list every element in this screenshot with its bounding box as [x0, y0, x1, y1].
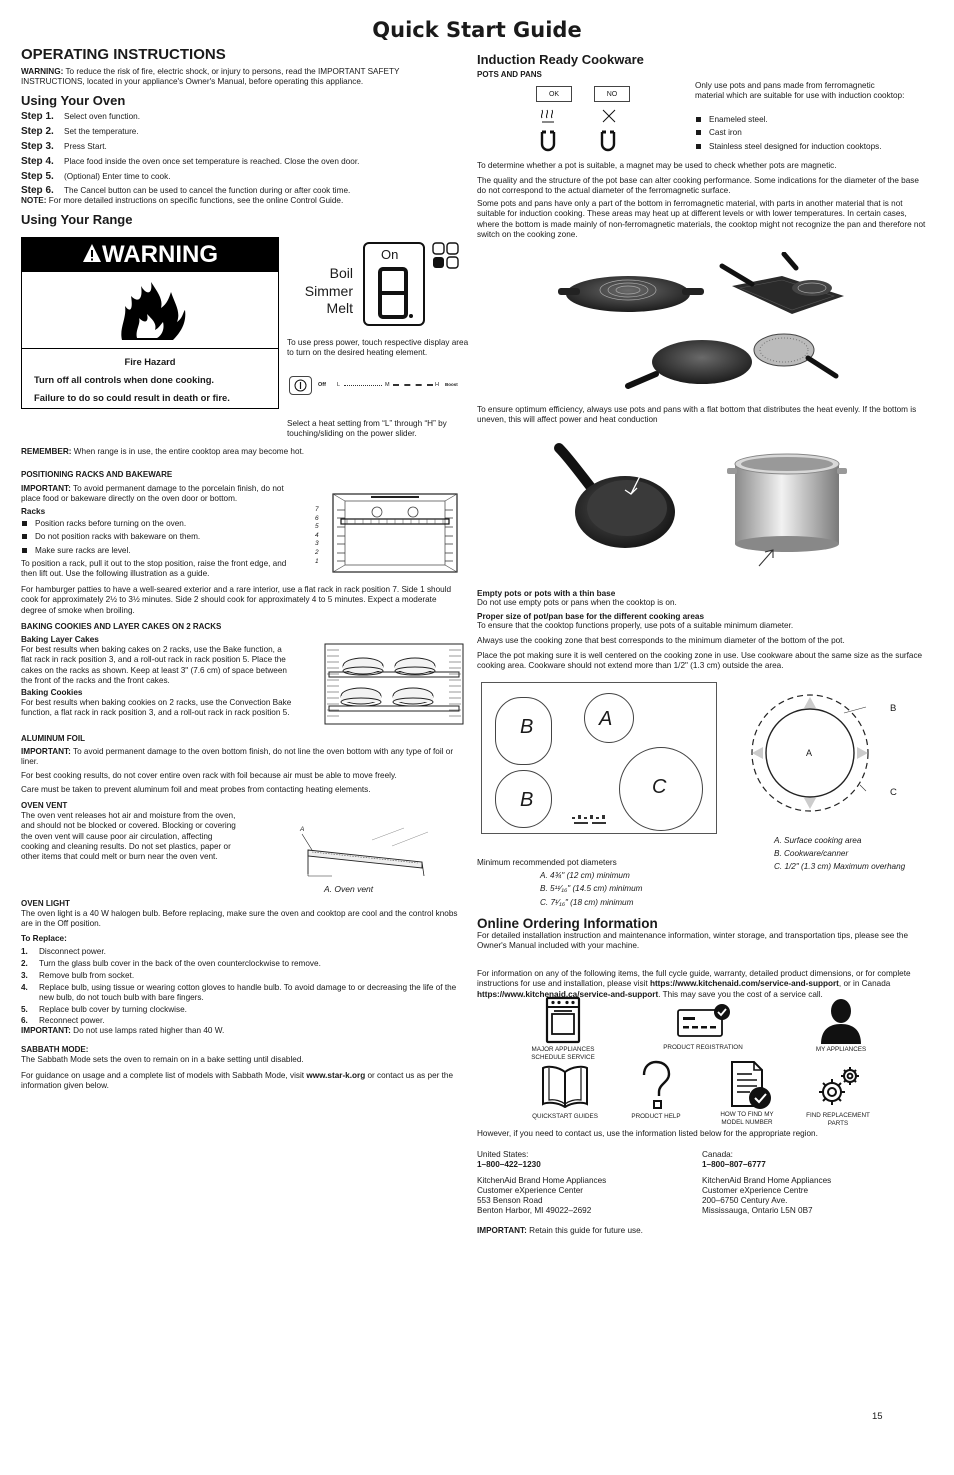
list-item: Position racks before turning on the oven. — [21, 519, 301, 529]
slider-off: Off — [318, 382, 326, 388]
step-label: Step 2. — [21, 125, 54, 137]
oven-steps — [21, 111, 461, 200]
warning-header — [22, 238, 278, 272]
power-caption: To use press power, touch respective display area to turn on the desired heating element. — [287, 338, 469, 358]
list-item: Do not position racks with bakeware on them. — [21, 532, 301, 542]
list-item: Cast iron — [695, 128, 925, 138]
fire-hazard-label: Fire Hazard — [124, 356, 176, 367]
list-item: 6. Reconnect power. — [21, 1016, 105, 1026]
power-slider[interactable] — [289, 376, 465, 395]
list-item: 3. Remove bulb from socket. — [21, 970, 135, 980]
baking-heading: BAKING COOKIES AND LAYER CAKES ON 2 RACKS — [21, 622, 222, 631]
hamburger-tip: For hamburger patties to have a well-seared exterior and a rare interior, use a flat rack in rack position 7. Side 1 should cook for approximately 2½ to 3½ minutes. Side 2 should cook for approximately 4 to 5 minutes. Expect a moderate degree of smoke when broiling. — [21, 585, 452, 615]
document-check-icon — [722, 1060, 772, 1110]
oven-step — [21, 126, 461, 139]
pot-size-text: To ensure that the cooktop functions properly, use pots of a suitable minimum diameter. — [477, 621, 794, 630]
replace-subhead: To Replace: — [21, 934, 67, 943]
pots-pans-subhead: POTS AND PANS — [477, 70, 542, 79]
warning-line-1: Turn off all controls when done cooking. — [34, 374, 215, 385]
card-check-icon — [674, 1004, 732, 1038]
bulb-replace-steps — [21, 947, 461, 1028]
racks-important: IMPORTANT: To avoid permanent damage to the porcelain finish, do not place food or bakeware directly on the oven door or bottom. — [21, 484, 284, 504]
cooktop-zones-diagram — [481, 682, 717, 834]
operating-heading: OPERATING INSTRUCTIONS — [21, 46, 226, 63]
cakes-subhead: Baking Layer Cakes — [21, 635, 99, 644]
us-phone[interactable]: 1–800–422–1230 — [477, 1160, 541, 1170]
zone-b-top-label: B — [520, 716, 534, 738]
zone-c-label: C — [652, 776, 667, 798]
vent-drawing-icon — [272, 802, 434, 878]
page-number: 15 — [872, 1411, 883, 1422]
display-window — [363, 242, 425, 326]
cakes-on-racks-illustration — [323, 640, 465, 726]
cookies-text: For best results when baking cookies on 2 racks, use the Convection Bake function, a flat rack in rack position 3, and a roll-out rack in rack position 5. — [21, 698, 292, 718]
page-title: Quick Start Guide — [372, 18, 582, 42]
vent-text: The oven vent releases hot air and moisture from the oven, and should not be blocked or covered. Blocking or covering the oven vent will cause poor air circulation, affecting cooking and cleaning results. Do not set plastics, paper or other items that could melt or burn near the oven vent. — [21, 811, 236, 861]
cookware-photo — [552, 252, 852, 400]
display-labels — [304, 265, 353, 318]
zone-b-bottom-label: B — [520, 789, 534, 811]
warning-triangle-icon — [82, 243, 102, 263]
slider-m: M — [385, 382, 390, 388]
step-label: Step 3. — [21, 140, 54, 152]
person-icon — [817, 996, 865, 1044]
overhang-legend: A. Surface cooking area B. Cookware/canner C. 1/2" (1.3 cm) Maximum overhang — [774, 836, 906, 871]
oven-step — [21, 141, 461, 154]
oven-icon — [543, 996, 583, 1044]
racks-heading: POSITIONING RACKS AND BAKEWARE — [21, 470, 173, 479]
cakes-text: For best results when baking cakes on 2 racks, use the Bake function, a flat rack in rack position 3, and a roll-out rack in rack position 5. Place the cakes on the racks as shown. Keep at least 3" (7.6 cm) of space between the front of the racks and the front cakes. — [21, 645, 287, 685]
min-diameters-head: Minimum recommended pot diameters — [477, 858, 617, 867]
using-oven-heading: Using Your Oven — [21, 93, 126, 108]
magnet-check: To determine whether a pot is suitable, a magnet may be used to check whether pots are magnetic. — [477, 161, 837, 170]
power-icon — [290, 377, 311, 394]
product-help-tile[interactable]: PRODUCT HELP — [626, 1060, 686, 1121]
warning-title: WARNING — [102, 241, 218, 268]
on-label: On — [381, 247, 399, 262]
step-text: The Cancel button can be used to cancel the function during or after cook time. — [64, 186, 351, 196]
online-p1: For detailed installation instruction and maintenance information, winter storage, and transportation tips, please see the Owner's Manual included with your machine. — [477, 931, 909, 951]
list-item: Stainless steel designed for induction cooktops. — [695, 142, 925, 152]
online-p2: For information on any of the following items, the full cycle guide, warranty, detailed product dimensions, or for complete instructions for use and installation, please visit https://www.kitchenaid.com/service-and-support, or in Canada https://www.kitchenaid.ca/service-and-support. This may save you the cost of a service call. — [477, 969, 911, 999]
foil-important: IMPORTANT: To avoid permanent damage to the oven bottom finish, do not line the oven bottom with any type of foil or liner. — [21, 747, 454, 767]
list-item: 4. Replace bulb, using tissue or wearing cotton gloves to handle bulb. To avoid damage to or decreasing the life of the new bulb, do not touch bulb with bare fingers. — [21, 982, 457, 1002]
rack-position-numbers: 7 6 5 4 3 2 1 — [315, 506, 319, 565]
cooktop-display — [290, 240, 468, 330]
cookies-subhead: Baking Cookies — [21, 688, 83, 697]
no-label: NO — [594, 86, 630, 102]
slider-l: L — [337, 382, 341, 388]
racks-instructions: To position a rack, pull it out to the stop position, raise the front edge, and then lift out. Use the following illustration as a guide. — [21, 559, 287, 579]
gears-icon — [813, 1064, 863, 1108]
product-registration-tile[interactable]: PRODUCT REGISTRATION — [656, 1004, 750, 1052]
digit-display-icon — [377, 266, 415, 322]
step-text: Place food inside the oven once set temperature is reached. Close the oven door. — [64, 156, 360, 166]
light-text: The oven light is a 40 W halogen bulb. Before replacing, make sure the oven and cooktop are cool and the control knobs are in the Off position. — [21, 909, 458, 929]
list-item: 5. Replace bulb cover by turning clockwise. — [21, 1004, 187, 1014]
schedule-service-tile[interactable]: MAJOR APPLIANCES SCHEDULE SERVICE — [528, 996, 598, 1062]
slider-caption: Select a heat setting from “L” through “H” by touching/sliding on the power slider. — [287, 419, 447, 439]
ca-support-link[interactable]: https://www.kitchenaid.ca/service-and-support — [477, 989, 659, 999]
question-icon — [638, 1060, 674, 1110]
step-label: Step 5. — [21, 170, 54, 182]
melt-label: Melt — [326, 300, 353, 316]
book-icon — [539, 1064, 591, 1108]
foil-p2: Care must be taken to prevent aluminum foil and meat probes from contacting heating elements. — [21, 785, 371, 794]
find-model-number-tile[interactable]: HOW TO FIND MY MODEL NUMBER — [710, 1060, 784, 1127]
burner-selector-icon[interactable] — [432, 242, 460, 270]
induction-heading: Induction Ready Cookware — [477, 52, 644, 67]
step-label: Step 1. — [21, 111, 54, 122]
list-item: Make sure racks are level. — [21, 546, 301, 556]
racks-bullets — [21, 519, 301, 559]
diagram-b-label: B — [890, 703, 897, 714]
empty-pots-text: Do not use empty pots or pans when the cooktop is on. — [477, 598, 677, 607]
racks-subhead: Racks — [21, 507, 46, 516]
rack-positions-illustration — [315, 492, 463, 574]
slider-h: H — [435, 382, 439, 388]
ok-label: OK — [536, 86, 572, 102]
us-contact: United States: 1–800–422–1230 KitchenAid Brand Home Appliances Customer eXperience Center 553 Benson Road Benton Harbor, MI 49022–2692 — [477, 1150, 687, 1217]
remember-note: REMEMBER: When range is in use, the entire cooktop area may become hot. — [21, 447, 305, 456]
oven-step — [21, 171, 461, 184]
zone-match-text: Always use the cooking zone that best corresponds to the minimum diameter of the bottom of the pot. — [477, 636, 845, 645]
step-text: Set the temperature. — [64, 126, 139, 136]
step-text: Select oven function. — [64, 112, 141, 121]
oven-cavity-icon — [327, 492, 463, 574]
pot-size-head: Proper size of pot/pan base for the different cooking areas — [477, 612, 705, 621]
power-button[interactable] — [289, 376, 312, 395]
safety-warning: WARNING: To reduce the risk of fire, electric shock, or injury to persons, read the IMPORTANT SAFETY INSTRUCTIONS, located in your appliance's Owner's Manual, before operating this appliance. — [21, 67, 400, 87]
using-range-heading: Using Your Range — [21, 212, 133, 227]
pot-base-quality: The quality and the structure of the pot base can alter cooking performance. Some indications for the diameter of the base do not correspond to the actual diameter of the ferromagnetic surface. — [477, 176, 919, 196]
oven-note: NOTE: For more detailed instructions on specific functions, see the online Control Guide. — [21, 196, 344, 205]
step-text: (Optional) Enter time to cook. — [64, 171, 171, 181]
oven-step — [21, 111, 461, 124]
material-bullets — [695, 115, 925, 155]
light-heading: OVEN LIGHT — [21, 899, 70, 908]
step-label: Step 6. — [21, 185, 54, 197]
sabbath-guidance: For guidance on usage and a complete list of models with Sabbath Mode, visit www.star-k.org or contact us as per the information given below. — [21, 1071, 454, 1091]
foil-p1: For best cooking results, do not cover entire oven rack with foil because air must be able to move freely. — [21, 771, 397, 780]
list-item: 1. Disconnect power. — [21, 947, 106, 956]
diagram-a-label: A — [806, 748, 813, 758]
ca-contact: Canada: 1–800–807–6777 KitchenAid Brand Home Appliances Customer eXperience Centre 200–6750 Century Ave. Mississauga, Ontario L5N 0B7 — [702, 1150, 912, 1217]
vent-heading: OVEN VENT — [21, 801, 68, 810]
induction-intro: Only use pots and pans made from ferromagnetic material which are suitable for use with induction cooktop: — [695, 81, 905, 101]
list-item: Enameled steel. — [695, 115, 925, 125]
list-item: 2. Turn the glass bulb cover in the back of the oven counterclockwise to remove. — [21, 958, 321, 968]
zone-a-label: A — [599, 708, 613, 730]
overhang-diagram — [748, 692, 892, 818]
step-text: Press Start. — [64, 141, 107, 151]
simmer-label: Simmer — [304, 282, 353, 299]
fire-icon — [117, 278, 187, 343]
sabbath-text: The Sabbath Mode sets the oven to remain on in a bake setting until disabled. — [21, 1055, 304, 1064]
vent-marker: A — [300, 826, 305, 833]
flat-bottom-tip: To ensure optimum efficiency, always use pots and pans with a flat bottom that distributes the heat evenly. If the bottom is uneven, this will affect power and heat conduction — [477, 405, 917, 425]
control-panel-icon — [570, 813, 614, 827]
ca-phone[interactable]: 1–800–807–6777 — [702, 1160, 766, 1170]
partial-ferromagnetic: Some pots and pans have only a part of the bottom in ferromagnetic material, with parts in another material that is not suitable for induction cooking. These areas may heat up at different levels or with lower temperatures. In certain cases, where the bottom is made mainly of non-ferromagnetic materials, the cooktop might not recognize the pan and therefore not switch on the cooking zone. — [477, 199, 926, 239]
my-appliances-tile[interactable]: MY APPLIANCES — [806, 996, 876, 1054]
flat-bottom-illustration — [545, 440, 855, 580]
foil-heading: ALUMINUM FOIL — [21, 734, 85, 743]
centering-text: Place the pot making sure it is well centered on the cooking zone in use. Use cookware about the same size as the surface cooking area. Cookware should not extend more than 1/2" (1.3 cm) outside the area. — [477, 651, 923, 671]
star-k-link[interactable]: www.star-k.org — [306, 1071, 366, 1080]
empty-pots-head: Empty pots or pots with a thin base — [477, 589, 616, 598]
boil-label: Boil — [329, 265, 353, 281]
lamp-important: IMPORTANT: Do not use lamps rated higher than 40 W. — [21, 1026, 225, 1035]
quickstart-guides-tile[interactable]: QUICKSTART GUIDES — [528, 1064, 602, 1121]
retain-guide-note: IMPORTANT: Retain this guide for future use. — [477, 1226, 643, 1235]
us-support-link[interactable]: https://www.kitchenaid.com/service-and-support — [649, 979, 839, 989]
replacement-parts-tile[interactable]: FIND REPLACEMENT PARTS — [803, 1064, 873, 1128]
slider-boost: Boost — [445, 382, 458, 387]
fire-warning-box — [21, 237, 279, 409]
online-ordering-heading: Online Ordering Information — [477, 916, 658, 931]
oven-vent-illustration — [272, 802, 434, 878]
contact-intro: However, if you need to contact us, use the information listed below for the appropriate region. — [477, 1129, 818, 1138]
step-label: Step 4. — [21, 155, 54, 167]
diagram-c-label: C — [890, 787, 897, 798]
sabbath-heading: SABBATH MODE: — [21, 1045, 89, 1054]
min-diameters-list: A. 4¾" (12 cm) minimum B. 5¹¹⁄₁₆" (14.5 cm) minimum C. 7¹⁄₁₆" (18 cm) minimum — [540, 871, 643, 907]
vent-caption: A. Oven vent — [324, 884, 374, 894]
warning-line-2: Failure to do so could result in death or fire. — [34, 392, 230, 403]
oven-step — [21, 156, 461, 169]
magnet-test-icon — [538, 108, 634, 158]
